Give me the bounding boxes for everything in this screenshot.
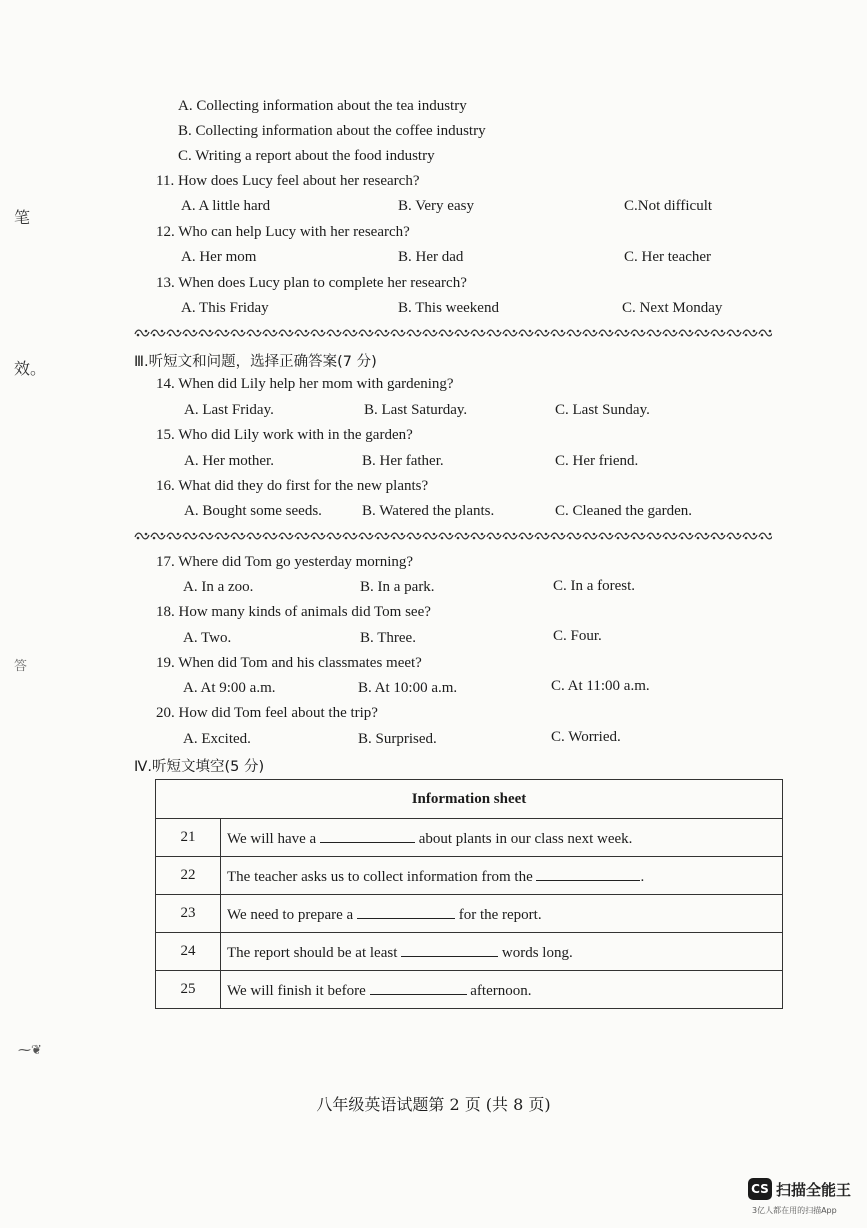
question-19: 19. When did Tom and his classmates meet? bbox=[156, 655, 422, 671]
row-sentence bbox=[221, 895, 783, 933]
row-number: 21 bbox=[156, 819, 221, 857]
q18-option-b: B. Three. bbox=[360, 630, 416, 646]
section-4-heading: Ⅳ.听短文填空(5 分) bbox=[134, 759, 265, 775]
question-14: 14. When did Lily help her mom with gardening? bbox=[156, 376, 454, 392]
table-row bbox=[156, 971, 783, 1009]
q13-option-c: C. Next Monday bbox=[622, 300, 723, 316]
q13-option-b: B. This weekend bbox=[398, 300, 499, 316]
q13-option-a: A. This Friday bbox=[181, 300, 269, 316]
answer-blank-21[interactable] bbox=[320, 828, 415, 843]
sentence-before: The report should be at least bbox=[227, 944, 398, 961]
page-footer: 八年级英语试题第 2 页 (共 8 页) bbox=[316, 1095, 551, 1114]
camscanner-tagline: 3亿人都在用的扫描App bbox=[752, 1206, 837, 1215]
question-17: 17. Where did Tom go yesterday morning? bbox=[156, 554, 414, 570]
sentence-before: We need to prepare a bbox=[227, 906, 354, 923]
q14-option-a: A. Last Friday. bbox=[184, 402, 274, 418]
margin-mark-text: 答 bbox=[14, 659, 28, 674]
q15-option-a: A. Her mother. bbox=[184, 453, 274, 469]
sentence-before: The teacher asks us to collect information from the bbox=[227, 868, 533, 885]
q19-option-c: C. At 11:00 a.m. bbox=[551, 678, 650, 694]
camscanner-logo-icon: CS bbox=[748, 1178, 772, 1200]
row-number: 25 bbox=[156, 971, 221, 1009]
question-12: 12. Who can help Lucy with her research? bbox=[156, 224, 410, 240]
row-sentence bbox=[221, 857, 783, 895]
margin-ornament: ⁓❦ bbox=[18, 1042, 42, 1057]
sentence-after: afternoon. bbox=[470, 982, 532, 999]
q20-option-c: C. Worried. bbox=[551, 729, 621, 745]
margin-mark-valid bbox=[14, 356, 46, 379]
margin-mark-text: 效。 bbox=[14, 359, 47, 378]
row-sentence bbox=[221, 819, 783, 857]
sentence-after: . bbox=[640, 868, 645, 885]
sentence-after: about plants in our class next week. bbox=[418, 830, 633, 847]
question-16: 16. What did they do first for the new plants? bbox=[156, 478, 429, 494]
question-15: 15. Who did Lily work with in the garden? bbox=[156, 427, 413, 443]
q16-option-c: C. Cleaned the garden. bbox=[555, 503, 693, 519]
row-number: 23 bbox=[156, 895, 221, 933]
q15-option-b: B. Her father. bbox=[362, 453, 444, 469]
q12-option-c: C. Her teacher bbox=[624, 249, 712, 265]
answer-blank-22[interactable] bbox=[536, 866, 640, 881]
q17-option-b: B. In a park. bbox=[360, 579, 435, 595]
q18-option-c: C. Four. bbox=[553, 628, 602, 644]
answer-blank-23[interactable] bbox=[357, 904, 455, 919]
ornament-divider bbox=[134, 530, 772, 542]
q20-option-b: B. Surprised. bbox=[358, 731, 437, 747]
q12-option-b: B. Her dad bbox=[398, 249, 464, 265]
q16-option-b: B. Watered the plants. bbox=[362, 503, 495, 519]
row-sentence bbox=[221, 971, 783, 1009]
q14-option-b: B. Last Saturday. bbox=[364, 402, 468, 418]
table-row bbox=[156, 895, 783, 933]
margin-mark-pen bbox=[14, 205, 30, 228]
q10-option-c: C. Writing a report about the food industry bbox=[178, 148, 435, 164]
sentence-after: words long. bbox=[501, 944, 573, 961]
question-18: 18. How many kinds of animals did Tom see? bbox=[156, 604, 431, 620]
ornament-divider bbox=[134, 327, 772, 339]
q17-option-c: C. In a forest. bbox=[553, 578, 636, 594]
table-title: Information sheet bbox=[156, 780, 783, 819]
q16-option-a: A. Bought some seeds. bbox=[184, 503, 322, 519]
q10-option-b: B. Collecting information about the coffee industry bbox=[178, 123, 486, 139]
table-header-row bbox=[156, 780, 783, 819]
table-row bbox=[156, 819, 783, 857]
q11-option-a: A. A little hard bbox=[181, 198, 271, 214]
q15-option-c: C. Her friend. bbox=[555, 453, 639, 469]
q11-option-b: B. Very easy bbox=[398, 198, 474, 214]
question-20: 20. How did Tom feel about the trip? bbox=[156, 705, 378, 721]
row-number: 24 bbox=[156, 933, 221, 971]
sentence-before: We will finish it before bbox=[227, 982, 366, 999]
table-row bbox=[156, 933, 783, 971]
q10-option-a: A. Collecting information about the tea industry bbox=[178, 98, 467, 114]
q19-option-b: B. At 10:00 a.m. bbox=[358, 680, 458, 696]
question-13: 13. When does Lucy plan to complete her research? bbox=[156, 275, 467, 291]
q19-option-a: A. At 9:00 a.m. bbox=[183, 680, 276, 696]
q14-option-c: C. Last Sunday. bbox=[555, 402, 650, 418]
row-sentence bbox=[221, 933, 783, 971]
camscanner-name: 扫描全能王 bbox=[776, 1181, 852, 1199]
sentence-after: for the report. bbox=[458, 906, 542, 923]
q17-option-a: A. In a zoo. bbox=[183, 579, 254, 595]
answer-blank-24[interactable] bbox=[401, 942, 498, 957]
question-11: 11. How does Lucy feel about her research? bbox=[156, 173, 420, 189]
margin-mark-answer bbox=[14, 660, 27, 674]
q20-option-a: A. Excited. bbox=[183, 731, 251, 747]
answer-blank-25[interactable] bbox=[370, 980, 467, 995]
margin-mark-text: 笔 bbox=[14, 208, 31, 227]
q18-option-a: A. Two. bbox=[183, 630, 232, 646]
section-3-heading: Ⅲ.听短文和问题，选择正确答案(7 分) bbox=[134, 354, 377, 370]
q12-option-a: A. Her mom bbox=[181, 249, 257, 265]
table-row bbox=[156, 857, 783, 895]
row-number: 22 bbox=[156, 857, 221, 895]
sentence-before: We will have a bbox=[227, 830, 317, 847]
q11-option-c: C.Not difficult bbox=[624, 198, 713, 214]
information-sheet-table bbox=[155, 779, 783, 1009]
